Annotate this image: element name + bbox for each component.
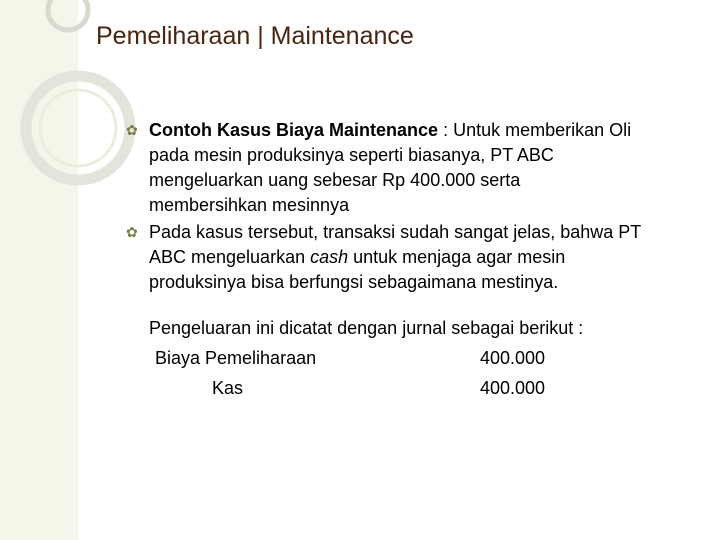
- bullet-1-line2: pada mesin produksinya seperti biasanya, PT ABC: [149, 145, 554, 165]
- bullet-1-line3: mengeluarkan uang sebesar Rp 400.000 serta: [149, 170, 521, 190]
- bullet-1-line4: membersihkan mesinnya: [149, 195, 350, 215]
- bullet-item-1: [122, 118, 702, 218]
- journal-intro: Pengeluaran ini dicatat dengan jurnal sebagai berikut :: [149, 318, 584, 338]
- journal-credit-amount: 400.000: [480, 378, 546, 398]
- bullet-1-line1: : Untuk memberikan Oli: [438, 120, 632, 140]
- bullet-1-bold: Contoh Kasus Biaya Maintenance: [149, 120, 439, 140]
- journal-debit-account: Biaya Pemeliharaan: [155, 348, 317, 368]
- bullet-2-line2-post: untuk menjaga agar mesin: [348, 247, 566, 267]
- bullet-2-line1: Pada kasus tersebut, transaksi sudah sangat jelas, bahwa PT: [149, 222, 642, 242]
- journal-debit-amount: 400.000: [480, 348, 546, 368]
- bullet-2-line3: produksinya bisa berfungsi sebagaimana mestinya.: [149, 272, 559, 292]
- bullet-item-2: [122, 220, 702, 295]
- bullet-icon: ✿: [126, 224, 138, 240]
- bullet-icon: ✿: [126, 122, 138, 138]
- journal-credit-account: Kas: [212, 378, 244, 398]
- bullet-2-line2-pre: ABC mengeluarkan: [149, 247, 311, 267]
- slide-title: Pemeliharaan | Maintenance: [96, 22, 414, 50]
- bullet-2-italic: cash: [310, 247, 349, 267]
